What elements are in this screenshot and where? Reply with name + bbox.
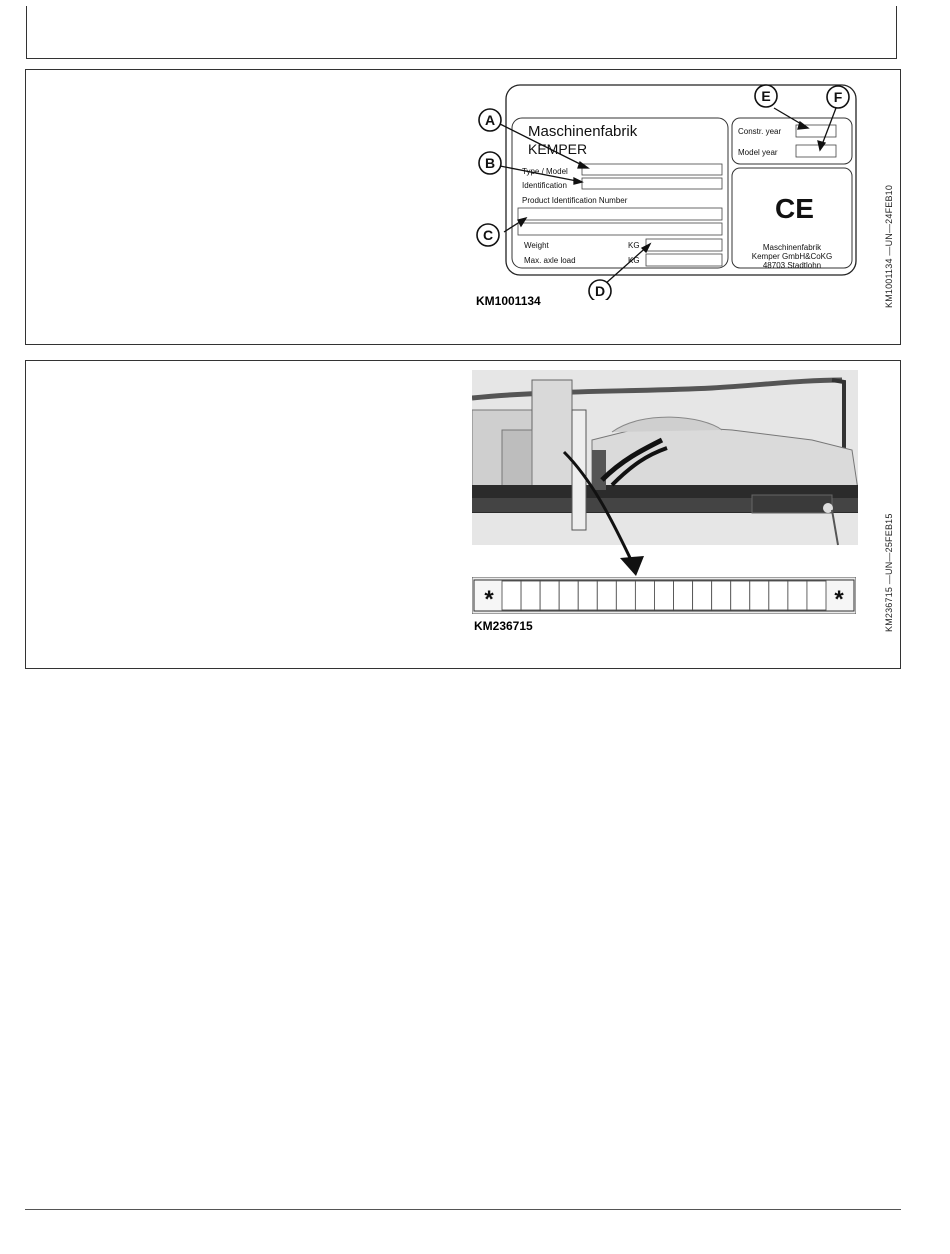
callout-b-label: B	[484, 155, 496, 171]
machine-photo-illustration	[472, 370, 858, 610]
ce-mark: CE	[775, 193, 814, 224]
figure1-code: KM1001134	[476, 294, 541, 308]
plate-constr-year-label: Constr. year	[738, 127, 782, 136]
pin-field-2	[518, 223, 722, 235]
identification-plate-illustration	[470, 80, 870, 300]
pin-cell	[807, 581, 826, 610]
pin-cell	[769, 581, 788, 610]
plate-kg2-label: KG	[628, 256, 640, 265]
pin-star-right: *	[834, 586, 844, 613]
model-year-field	[796, 145, 836, 157]
plate-address-line3: 48703 Stadtlohn	[762, 261, 822, 270]
pin-cell	[521, 581, 540, 610]
pin-cell	[502, 581, 521, 610]
callout-c-label: C	[482, 227, 494, 243]
pin-cell	[616, 581, 635, 610]
pin-cell	[712, 581, 731, 610]
footer-rule	[25, 1209, 901, 1210]
axle-load-field	[646, 254, 722, 266]
figure2-side-code: KM236715 —UN—25FEB15	[884, 513, 894, 632]
plate-address-line1: Maschinenfabrik	[762, 243, 822, 252]
header-frame	[26, 6, 897, 59]
plate-identification-label: Identification	[522, 181, 567, 190]
plate-kg1-label: KG	[628, 241, 640, 250]
callout-a-label: A	[484, 112, 496, 128]
pin-decal-illustration	[472, 577, 856, 614]
pin-cell	[693, 581, 712, 610]
plate-pin-label: Product Identification Number	[522, 196, 628, 205]
plate-type-model-label: Type / Model	[522, 167, 568, 176]
plate-model-year-label: Model year	[738, 148, 778, 157]
callout-f-label: F	[833, 89, 843, 105]
plate-weight-label: Weight	[524, 241, 549, 250]
pin-cell	[635, 581, 654, 610]
plate-maker-line1: Maschinenfabrik	[528, 123, 638, 140]
pin-star-left: *	[484, 586, 494, 613]
pin-cell	[540, 581, 559, 610]
pin-cell	[654, 581, 673, 610]
callout-d-label: D	[594, 283, 606, 299]
plate-max-axle-label: Max. axle load	[524, 256, 576, 265]
pin-cell	[750, 581, 769, 610]
pin-cell	[731, 581, 750, 610]
plate-maker-line2: KEMPER	[528, 141, 588, 157]
plate-address-line2: Kemper GmbH&CoKG	[751, 252, 833, 261]
type-model-field	[582, 164, 722, 175]
pin-field-1	[518, 208, 722, 220]
pin-cell	[674, 581, 693, 610]
figure2-code: KM236715	[474, 619, 533, 633]
callout-e-label: E	[761, 88, 771, 104]
pin-cell	[559, 581, 578, 610]
figure1-side-code: KM1001134 —UN—24FEB10	[884, 184, 894, 308]
pin-cell	[788, 581, 807, 610]
pin-cell	[578, 581, 597, 610]
pin-cell	[597, 581, 616, 610]
identification-field	[582, 178, 722, 189]
weight-field	[646, 239, 722, 251]
